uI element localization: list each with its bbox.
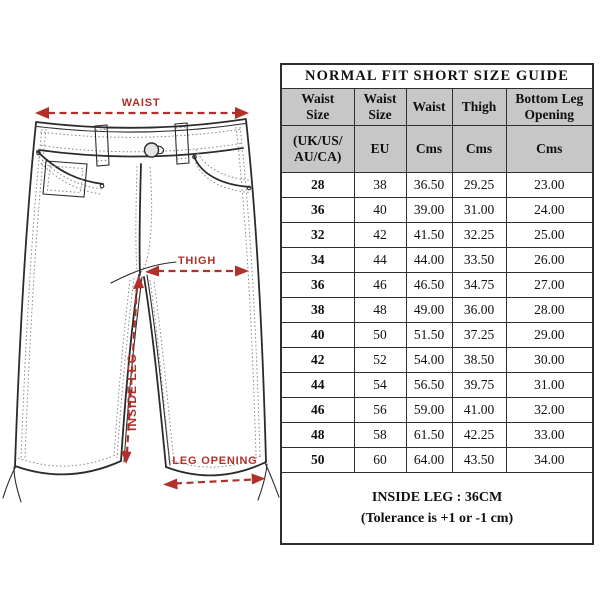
size-cell: 41.00 [452, 398, 506, 423]
shorts-outline [15, 119, 266, 475]
size-cell: 29.25 [452, 173, 506, 198]
size-cell: 42 [281, 348, 354, 373]
size-cell: 40 [354, 198, 406, 223]
table-row [281, 248, 593, 273]
thigh-measure-label: THIGH [177, 255, 217, 267]
inside-leg-measure-arrow [121, 275, 144, 464]
size-cell: 56.50 [406, 373, 452, 398]
size-cell: 56 [354, 398, 406, 423]
size-cell: 36.00 [452, 298, 506, 323]
leg-opening-measure-arrow [163, 455, 266, 490]
size-cell: 23.00 [506, 173, 593, 198]
col-header-bottom-leg-opening: Bottom Leg Opening [506, 89, 593, 126]
table-row [281, 173, 593, 198]
size-cell: 38.50 [452, 348, 506, 373]
waist-measure-label: WAIST [121, 97, 161, 109]
size-guide-table [280, 63, 592, 545]
size-cell: 39.00 [406, 198, 452, 223]
leg-opening-measure-label: LEG OPENING [172, 455, 258, 467]
size-cell: 32.00 [506, 398, 593, 423]
hem-drawstrings [3, 463, 279, 502]
size-cell: 60 [354, 448, 406, 473]
size-cell: 44 [281, 373, 354, 398]
belt-loops [95, 123, 189, 166]
size-cell: 42 [354, 223, 406, 248]
tolerance-note: (Tolerance is +1 or -1 cm) [360, 511, 514, 526]
size-cell: 61.50 [406, 423, 452, 448]
size-cell: 31.00 [506, 373, 593, 398]
size-cell: 37.25 [452, 323, 506, 348]
size-cell: 25.00 [506, 223, 593, 248]
size-cell: 48 [281, 423, 354, 448]
size-cell: 36 [281, 273, 354, 298]
size-cell: 31.00 [452, 198, 506, 223]
size-cell: 51.50 [406, 323, 452, 348]
table-row [281, 348, 593, 373]
size-cell: 46.50 [406, 273, 452, 298]
size-cell: 24.00 [506, 198, 593, 223]
col-subheader-eu: EU [354, 126, 406, 173]
col-subheader-uk-us-au-ca: (UK/US/ AU/CA) [281, 126, 354, 173]
size-cell: 46 [354, 273, 406, 298]
size-cell: 44 [354, 248, 406, 273]
size-cell: 50 [281, 448, 354, 473]
table-row [281, 423, 593, 448]
size-cell: 34.75 [452, 273, 506, 298]
table-row [281, 373, 593, 398]
size-cell: 39.75 [452, 373, 506, 398]
size-cell: 48 [354, 298, 406, 323]
col-header-waist-size-uk: Waist Size [281, 89, 354, 126]
size-rows [281, 173, 593, 473]
inside-leg-measure-label: INSIDE LEG [125, 352, 139, 432]
table-footer [281, 473, 593, 545]
table-row [281, 398, 593, 423]
size-cell: 28 [281, 173, 354, 198]
table-row [281, 298, 593, 323]
size-cell: 26.00 [506, 248, 593, 273]
table-row [281, 273, 593, 298]
size-cell: 54 [354, 373, 406, 398]
size-cell: 40 [281, 323, 354, 348]
size-cell: 38 [281, 298, 354, 323]
size-cell: 64.00 [406, 448, 452, 473]
size-cell: 34 [281, 248, 354, 273]
size-cell: 38 [354, 173, 406, 198]
size-cell: 46 [281, 398, 354, 423]
size-cell: 36.50 [406, 173, 452, 198]
inside-leg-note: INSIDE LEG : 36CM [371, 490, 503, 505]
col-subheader-thigh-cms: Cms [452, 126, 506, 173]
table-row [281, 198, 593, 223]
size-cell: 32.25 [452, 223, 506, 248]
size-cell: 43.50 [452, 448, 506, 473]
size-cell: 50 [354, 323, 406, 348]
table-title: NORMAL FIT SHORT SIZE GUIDE [281, 64, 593, 89]
thigh-measure-arrow [145, 255, 249, 277]
size-cell: 28.00 [506, 298, 593, 323]
waist-measure-arrow [35, 97, 249, 119]
size-cell: 30.00 [506, 348, 593, 373]
size-cell: 49.00 [406, 298, 452, 323]
col-subheader-waist-cms: Cms [406, 126, 452, 173]
table-row [281, 223, 593, 248]
size-cell: 52 [354, 348, 406, 373]
size-cell: 29.00 [506, 323, 593, 348]
size-cell: 33.50 [452, 248, 506, 273]
col-subheader-opening-cms: Cms [506, 126, 593, 173]
size-cell: 41.50 [406, 223, 452, 248]
col-header-thigh-cms: Thigh [452, 89, 506, 126]
shorts-technical-drawing [0, 0, 280, 600]
col-header-waist-cms: Waist [406, 89, 452, 126]
waist-button [145, 143, 164, 157]
table-row [281, 448, 593, 473]
col-header-waist-size-eu: Waist Size [354, 89, 406, 126]
size-cell: 32 [281, 223, 354, 248]
size-cell: 33.00 [506, 423, 593, 448]
size-cell: 34.00 [506, 448, 593, 473]
size-cell: 59.00 [406, 398, 452, 423]
size-cell: 36 [281, 198, 354, 223]
size-cell: 54.00 [406, 348, 452, 373]
size-cell: 58 [354, 423, 406, 448]
size-cell: 44.00 [406, 248, 452, 273]
size-cell: 27.00 [506, 273, 593, 298]
size-cell: 42.25 [452, 423, 506, 448]
table-row [281, 323, 593, 348]
